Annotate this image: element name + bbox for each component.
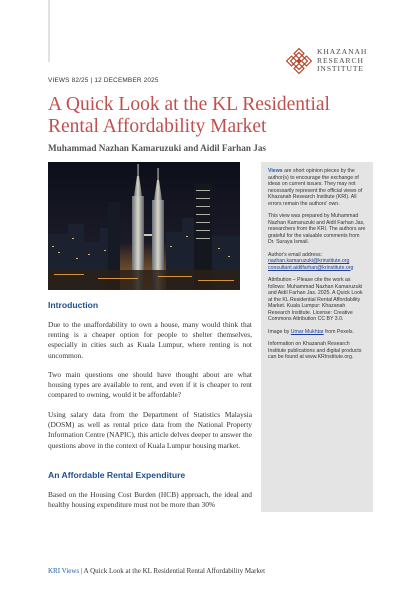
kri-logo-wordmark: KHAZANAH RESEARCH INSTITUTE [317,47,368,74]
section-heading-introduction: Introduction [48,300,99,310]
intro-paragraph-2: Two main questions one should have thought about are what housing types are available to rent, and even if it is cheaper to rent compared to owning, would it be affordable? [48,370,252,400]
photographer-link[interactable]: Umar Mukhtar [290,328,324,335]
issue-and-date: VIEWS 82/25 | 12 DECEMBER 2025 [48,77,159,84]
attribution-note: Attribution – Please cite the work as follows: Muhammad Nazhan Kamaruzuki and Aidil Farhan Jas. 2025. A Quick Look at the KL Residential Rental Affordability Market. Kuala Lumpur: Khazanah Research Institute. License: Creative Commons Attribution CC BY 3.0. [268,277,363,322]
footer-title: A Quick Look at the KL Residential Rental Affordability Market [83,567,266,575]
views-description: Views are short opinion pieces by the author(s) to encourage the exchange of ideas on current issues. They may not necessarily represent the official views of Khazanah Research Institute (KRI). All errors remain the authors' own. [268,168,363,207]
image-credit: Image by Umar Mukhtar from Pexels. [268,328,354,335]
intro-paragraph-1: Due to the unaffordability to own a house, many would think that renting is a cheaper option for people to shelter themselves, especially in cities such as Kuala Lumpur, where renting is not uncommon. [48,320,252,360]
title-line-1: A Quick Look at the KL Residential [48,94,330,115]
author-email-link-2[interactable]: consultant.aidilfarhan@krinstitute.org [268,264,354,271]
city-skyline-night-icon [48,162,240,290]
hero-image [48,162,240,290]
kri-logo-icon [286,48,312,74]
authors: Muhammad Nazhan Kamaruzuki and Aidil Farhan Jas [48,143,266,153]
footer-series: KRI Views [48,567,80,575]
kri-logo [286,48,367,74]
views-info-sidebar [261,162,373,512]
section2-paragraph-1: Based on the Housing Cost Burden (HCB) approach, the ideal and healthy housing expenditure must not be more than 30% [48,490,252,510]
email-label: Author's email address: [268,251,323,258]
prepared-by-note: This view was prepared by Muhammad Nazhan Kamaruzuki and Aidil Farhan Jas, researchers from the KRI. The authors are grateful for the valuable comments from Dr. Suraya Ismail. [268,213,366,245]
top-margin-rule [48,0,50,62]
page-footer: KRI Views | A Quick Look at the KL Residential Rental Affordability Market [48,567,266,575]
section-heading-affordable-rental: An Affordable Rental Expenditure [48,470,186,480]
page-title [48,94,388,138]
intro-paragraph-3: Using salary data from the Department of Statistics Malaysia (DOSM) as well as rental price data from the National Property Information Centre (NAPIC), this article delves deeper to answer the questions above in the context of Kuala Lumpur housing market. [48,410,252,450]
author-email-link-1[interactable]: nazhan.kamaruzuki@krinstitute.org [268,258,350,264]
title-line-2: Rental Affordability Market [48,116,267,137]
publications-info: Information on Khazanah Research Institute publications and digital products can be found at www.KRInstitute.org. [268,341,362,360]
author-emails [268,252,366,272]
